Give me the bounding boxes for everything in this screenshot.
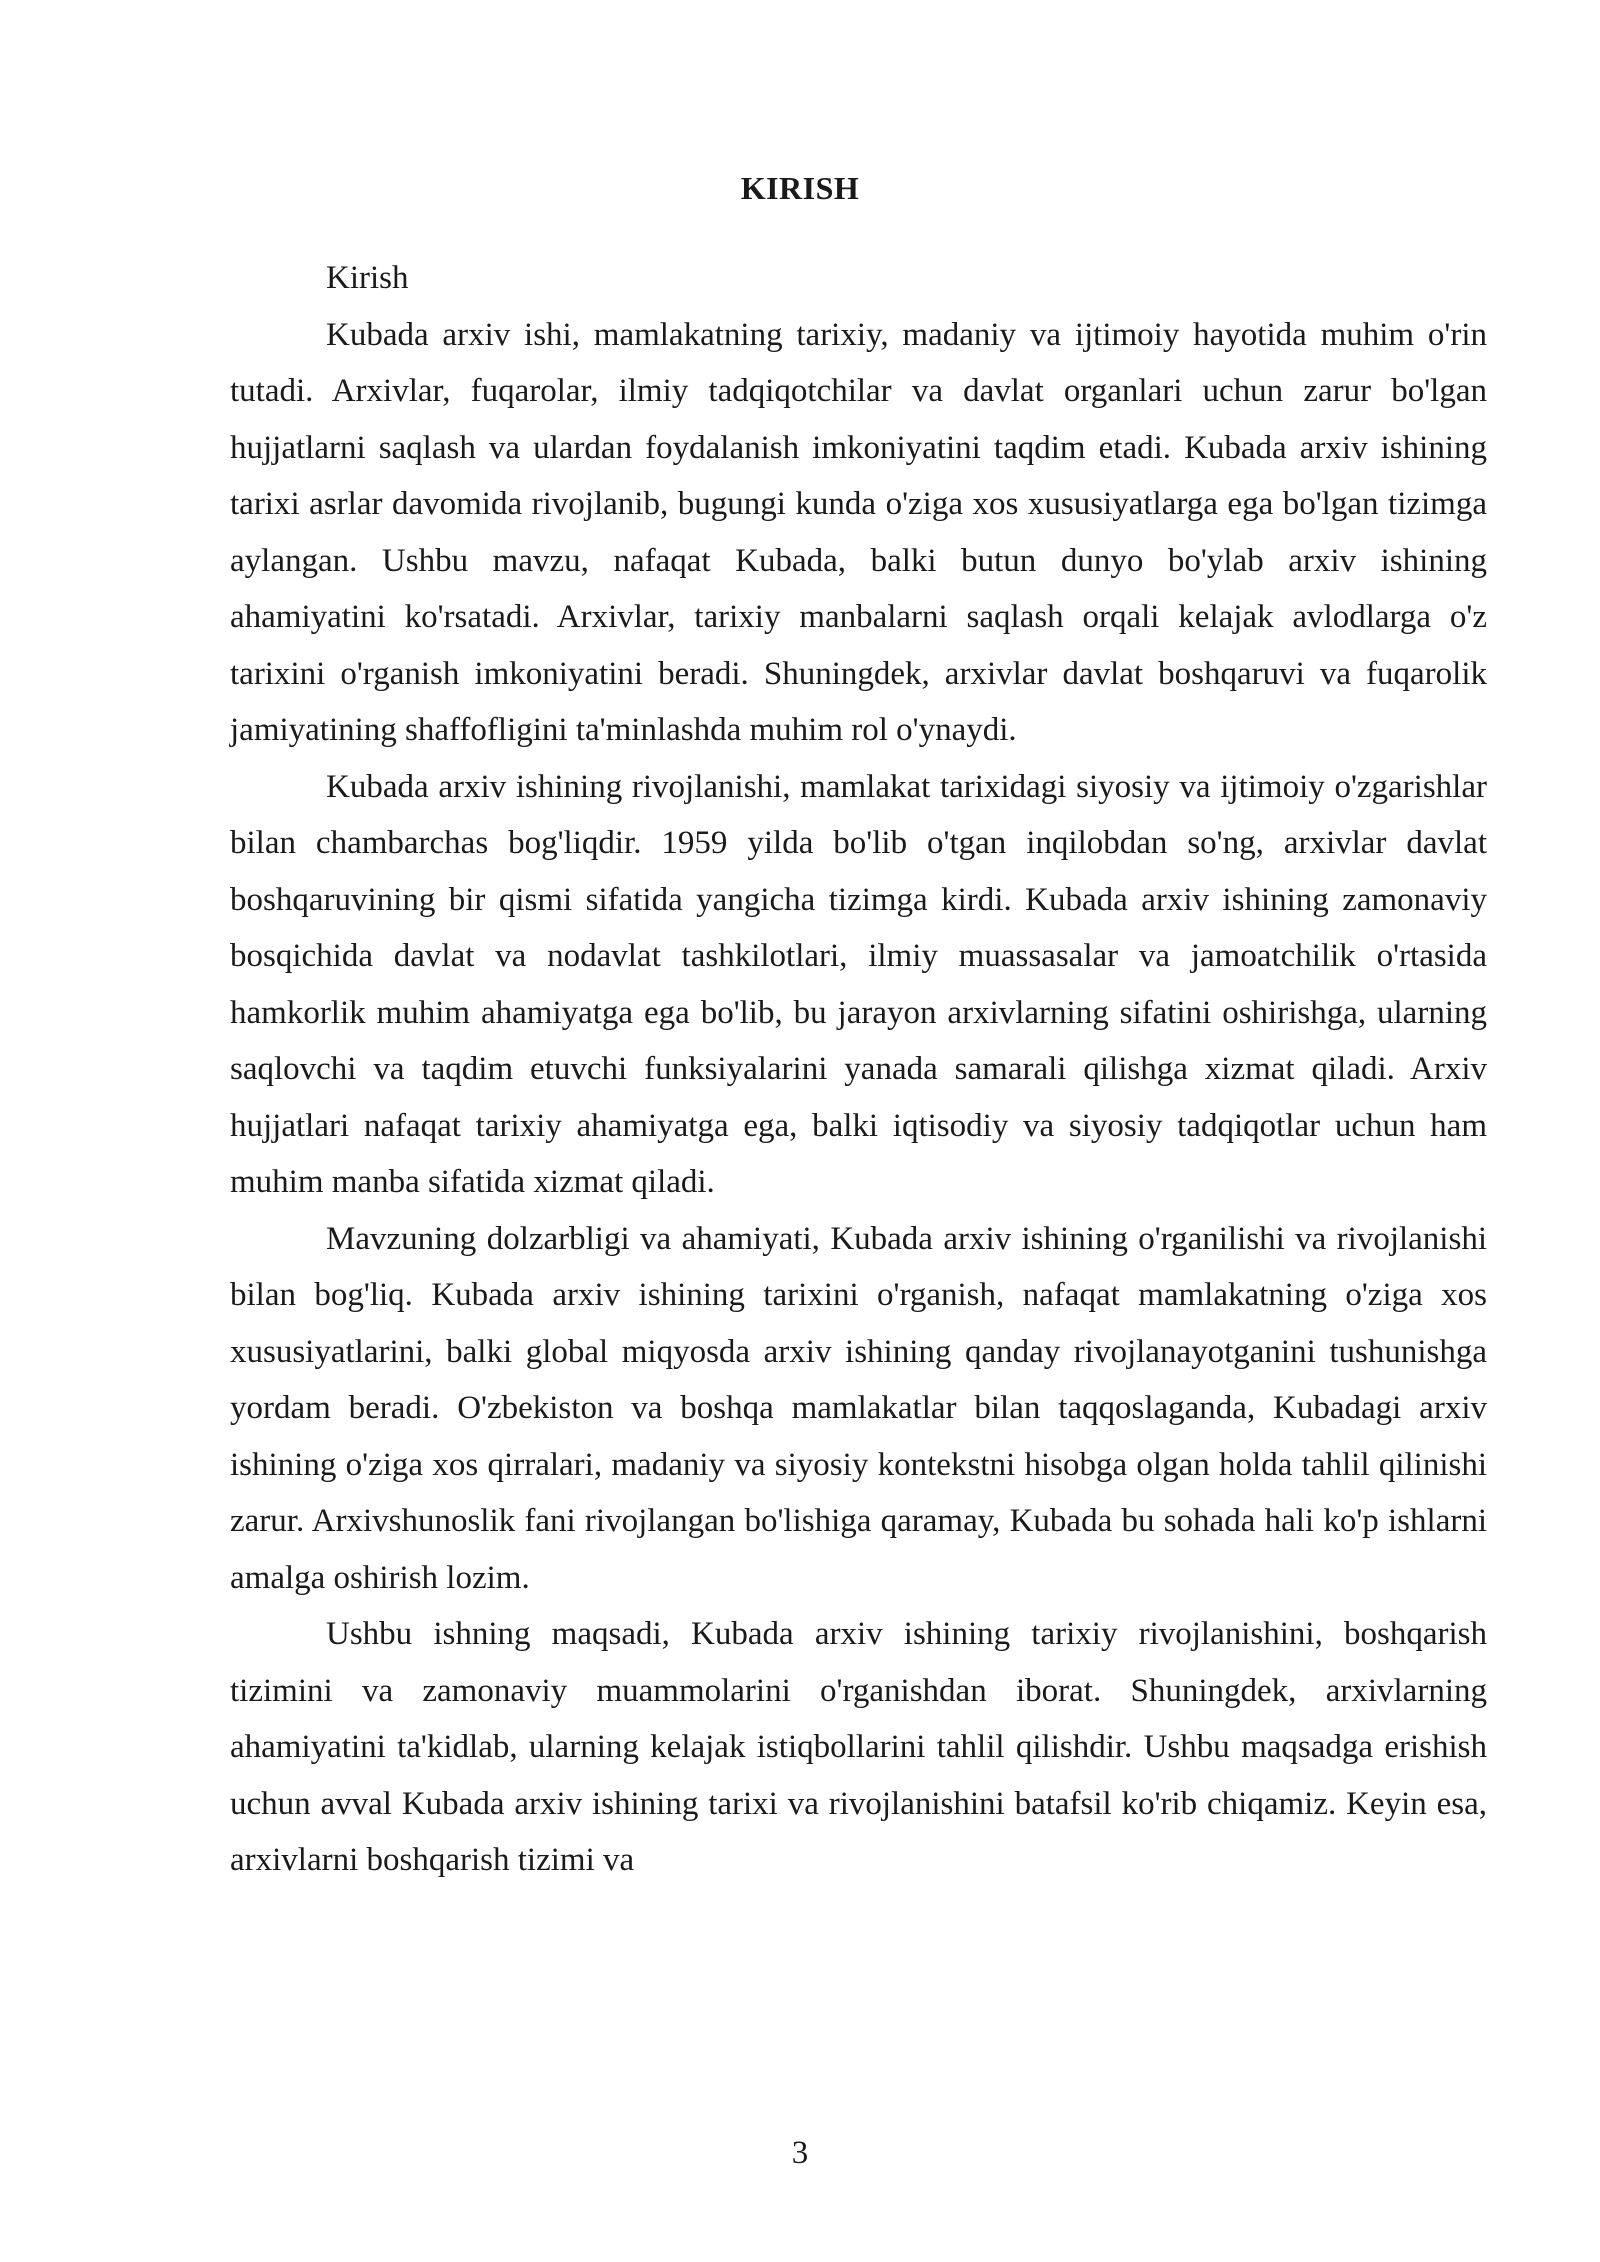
paragraph-1: Kubada arxiv ishi, mamlakatning tarixiy, madaniy va ijtimoiy hayotida muhim o'rin tutadi. Arxivlar, fuqarolar, ilmiy tadqiqotchilar va davlat organlari uchun zarur bo'lgan hujjatlarni saqlash va ulardan foydalanish imkoniyatini taqdim etadi. Kubada arxiv ishining tarixi asrlar davomida rivojlanib, bugungi kunda o'ziga xos xususiyatlarga ega bo'lgan tizimga aylangan. Ushbu mavzu, nafaqat Kubada, balki butun dunyo bo'ylab arxiv ishining ahamiyatini ko'rsatadi. Arxivlar, tarixiy manbalarni saqlash orqali kelajak avlodlarga o'z tarixini o'rganish imkoniyatini beradi. Shuningdek, arxivlar davlat boshqaruvi va fuqarolik jamiyatining shaffofligini ta'minlashda muhim rol o'ynaydi. [230,316,1487,748]
paragraph-3: Mavzuning dolzarbligi va ahamiyati, Kubada arxiv ishining o'rganilishi va rivojlanishi bilan bog'liq. Kubada arxiv ishining tarixini o'rganish, nafaqat mamlakatning o'ziga xos xususiyatlarini, balki global miqyosda arxiv ishining qanday rivojlanayotganini tushunishga yordam beradi. O'zbekiston va boshqa mamlakatlar bilan taqqoslaganda, Kubadagi arxiv ishining o'ziga xos qirralari, madaniy va siyosiy kontekstni hisobga olgan holda tahlil qilinishi zarur. Arxivshunoslik fani rivojlangan bo'lishiga qaramay, Kubada bu sohada hali ko'p ishlarni amalga oshirish lozim. [230,1220,1487,1596]
paragraph-4: Ushbu ishning maqsadi, Kubada arxiv ishining tarixiy rivojlanishini, boshqarish tizimini va zamonaviy muammolarini o'rganishdan iborat. Shuningdek, arxivlarning ahamiyatini ta'kidlab, ularning kelajak istiqbollarini tahlil qilishdir. Ushbu maqsadga erishish uchun avval Kubada arxiv ishining tarixi va rivojlanishini batafsil ko'rib chiqamiz. Keyin esa, arxivlarni boshqarish tizimi va [230,1616,1487,1878]
page-number: 3 [791,2135,809,2171]
document-body [230,250,1487,1889]
paragraph-2: Kubada arxiv ishining rivojlanishi, mamlakat tarixidagi siyosiy va ijtimoiy o'zgarishlar bilan chambarchas bog'liqdir. 1959 yilda bo'lib o'tgan inqilobdan so'ng, arxivlar davlat boshqaruvining bir qismi sifatida yangicha tizimga kirdi. Kubada arxiv ishining zamonaviy bosqichida davlat va nodavlat tashkilotlari, ilmiy muassasalar va jamoatchilik o'rtasida hamkorlik muhim ahamiyatga ega bo'lib, bu jarayon arxivlarning sifatini oshirishga, ularning saqlovchi va taqdim etuvchi funksiyalarini yanada samarali qilishga xizmat qiladi. Arxiv hujjatlari nafaqat tarixiy ahamiyatga ega, balki iqtisodiy va siyosiy tadqiqotlar uchun ham muhim manba sifatida xizmat qiladi. [230,768,1487,1200]
section-subheading: Kirish [326,260,409,296]
page-title: KIRISH [740,170,860,206]
